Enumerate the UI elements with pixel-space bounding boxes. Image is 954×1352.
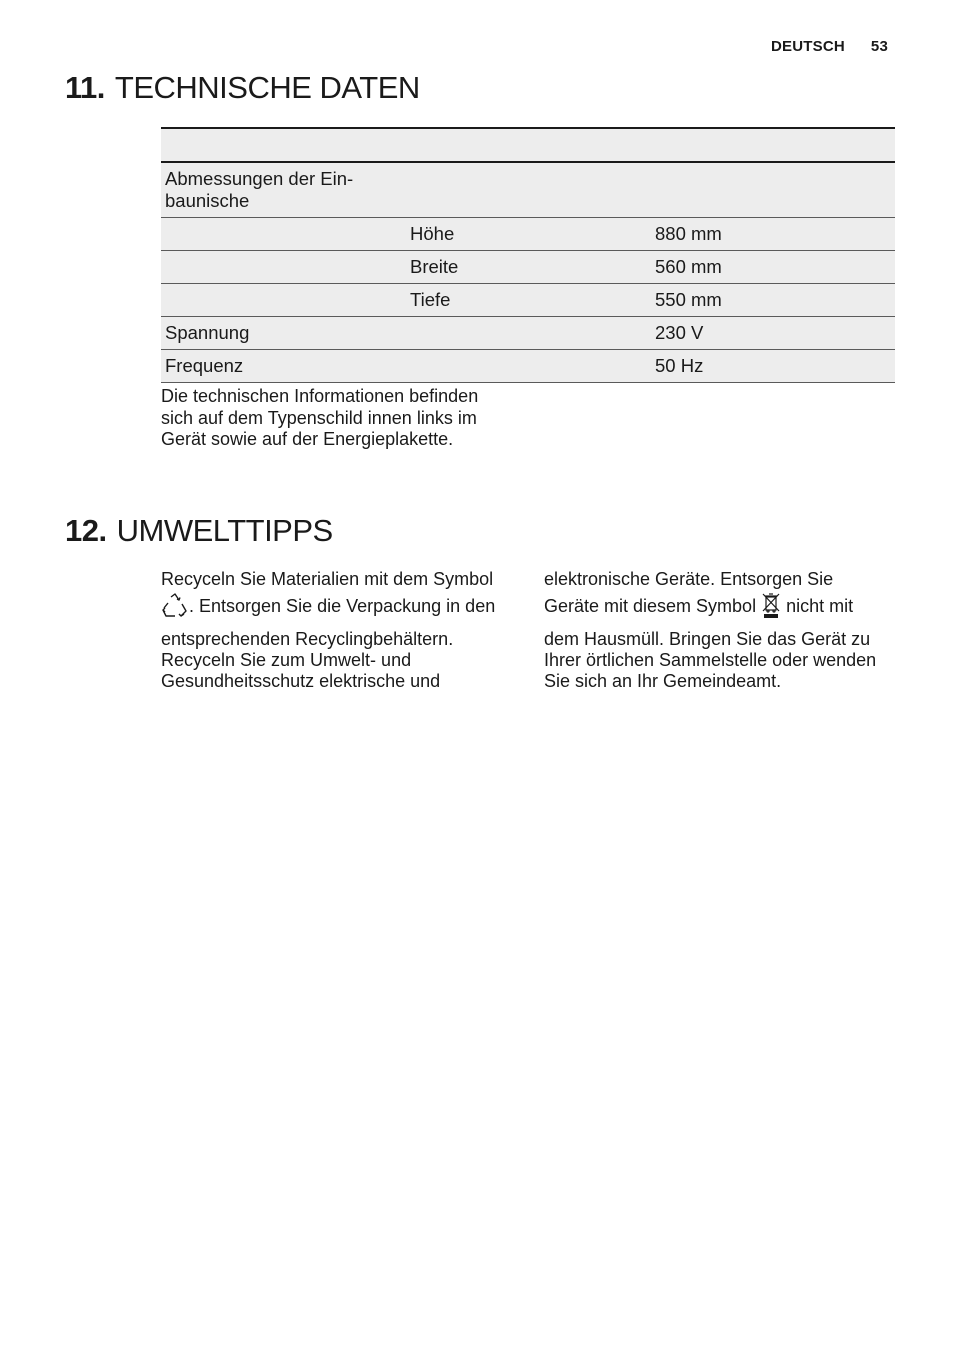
table-cell-label: Frequenz bbox=[161, 350, 406, 383]
technical-info-note: Die technischen Informationen befinden sich auf dem Typenschild innen links im Gerät sowie auf der Energieplakette. bbox=[161, 386, 479, 449]
page-header bbox=[771, 38, 888, 55]
paragraph-line: Geräte mit diesem Symbol nicht mit bbox=[544, 591, 894, 628]
table-cell-label: Abmessungen der Ein- baunische bbox=[161, 162, 406, 218]
table-cell-sub bbox=[406, 317, 651, 350]
recycle-icon bbox=[161, 593, 189, 628]
table-row bbox=[161, 284, 895, 317]
header-language: DEUTSCH bbox=[771, 38, 845, 55]
section-title-text: UMWELTTIPPS bbox=[116, 513, 333, 548]
table-row bbox=[161, 317, 895, 350]
table-cell-sub: Breite bbox=[406, 251, 651, 284]
section-title-technical-data bbox=[65, 70, 420, 106]
table-cell-sub: Höhe bbox=[406, 218, 651, 251]
paragraph-line: Recyceln Sie Materialien mit dem Symbol bbox=[161, 569, 494, 589]
paragraph-line: elektronische Geräte. Entsorgen Sie bbox=[544, 569, 834, 589]
table-cell-value: 880 mm bbox=[651, 218, 895, 251]
table-cell-value: 50 Hz bbox=[651, 350, 895, 383]
paragraph-text: dem Hausmüll. Bringen Sie das Gerät zu Ihrer örtlichen Sammelstelle oder wenden Sie sich an Ihr Gemeindeamt. bbox=[544, 629, 877, 691]
crossed-bin-icon bbox=[761, 592, 781, 628]
paragraph-text: entsprechenden Recyclingbehältern. Recyceln Sie zum Umwelt- und Gesundheitsschutz elektrische und bbox=[161, 629, 454, 691]
technical-data-table bbox=[161, 127, 895, 383]
section-number: 12. bbox=[65, 513, 107, 548]
table-cell-sub: Tiefe bbox=[406, 284, 651, 317]
environment-text-left bbox=[161, 569, 521, 692]
paragraph-line: . Entsorgen Sie die Verpackung in den bbox=[161, 591, 521, 628]
table-cell-value: 550 mm bbox=[651, 284, 895, 317]
table-cell-label bbox=[161, 251, 406, 284]
table-row bbox=[161, 350, 895, 383]
environment-text-right bbox=[544, 569, 894, 692]
table-cell-label: Spannung bbox=[161, 317, 406, 350]
table-cell-label bbox=[161, 218, 406, 251]
table-cell-sub bbox=[406, 350, 651, 383]
section-number: 11. bbox=[65, 70, 105, 105]
section-title-text: TECHNISCHE DATEN bbox=[114, 70, 420, 105]
page-number: 53 bbox=[870, 38, 888, 55]
table-cell-label bbox=[161, 284, 406, 317]
table-row bbox=[161, 218, 895, 251]
section-title-environment bbox=[65, 513, 333, 549]
table-header-row bbox=[161, 128, 895, 162]
table-cell-value: 230 V bbox=[651, 317, 895, 350]
table-row-dimensions bbox=[161, 162, 895, 218]
table-row bbox=[161, 251, 895, 284]
table-cell-value: 560 mm bbox=[651, 251, 895, 284]
